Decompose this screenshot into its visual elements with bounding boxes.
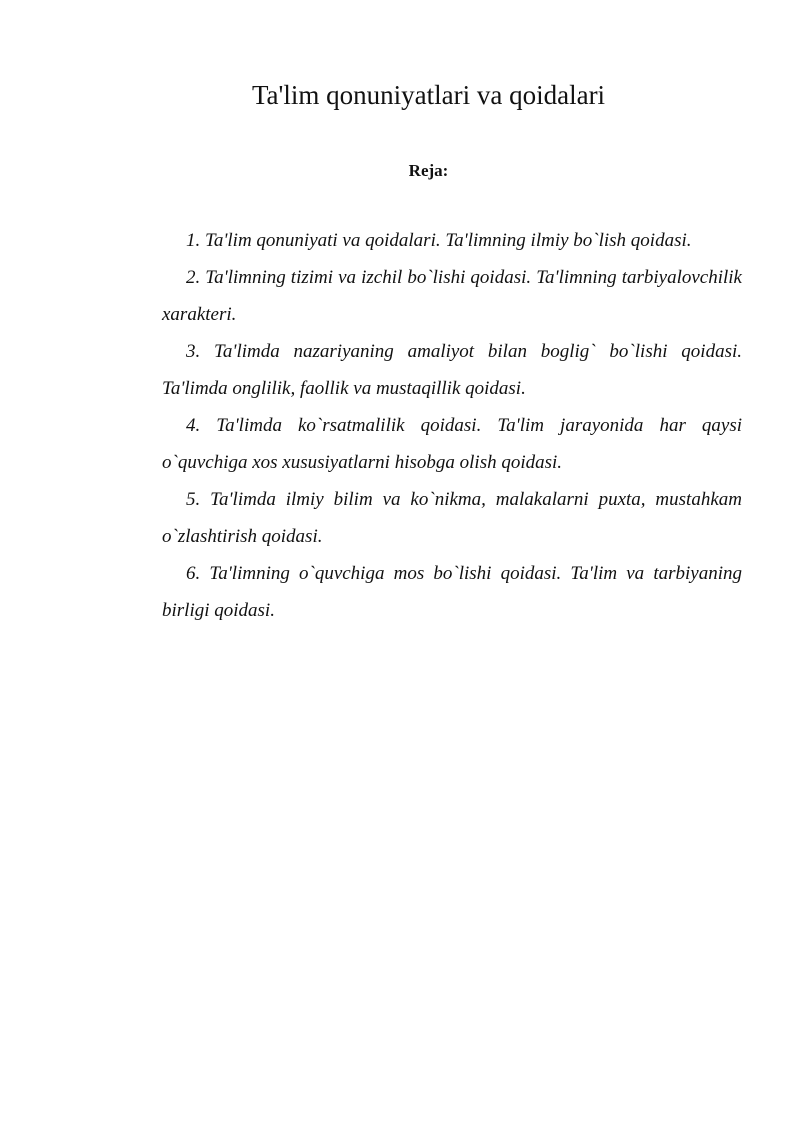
plan-item-6: 6. Ta'limning o`quvchiga mos bo`lishi qoidasi. Ta'lim va tarbiyaning birligi qoidasi. <box>162 563 742 621</box>
plan-item-5: 5. Ta'limda ilmiy bilim va ko`nikma, malakalarni puxta, mustahkam o`zlashtirish qoidasi. <box>162 489 742 547</box>
plan-item-4: 4. Ta'limda ko`rsatmalilik qoidasi. Ta'lim jarayonida har qaysi o`quvchiga xos xususiyatlarni hisobga olish qoidasi. <box>162 415 742 473</box>
plan-item-1: 1. Ta'lim qonuniyati va qoidalari. Ta'limning ilmiy bo`lish qoidasi. <box>186 230 692 251</box>
plan-item-3: 3. Ta'limda nazariyaning amaliyot bilan boglig` bo`lishi qoidasi. Ta'limda onglilik, faollik va mustaqillik qoidasi. <box>162 341 742 399</box>
plan-list <box>0 222 800 629</box>
plan-heading: Reja: <box>408 161 449 180</box>
document-title: Ta'lim qonuniyatlari va qoidalari <box>251 80 606 110</box>
plan-item-2: 2. Ta'limning tizimi va izchil bo`lishi qoidasi. Ta'limning tarbiyalovchilik xarakteri. <box>162 267 742 325</box>
